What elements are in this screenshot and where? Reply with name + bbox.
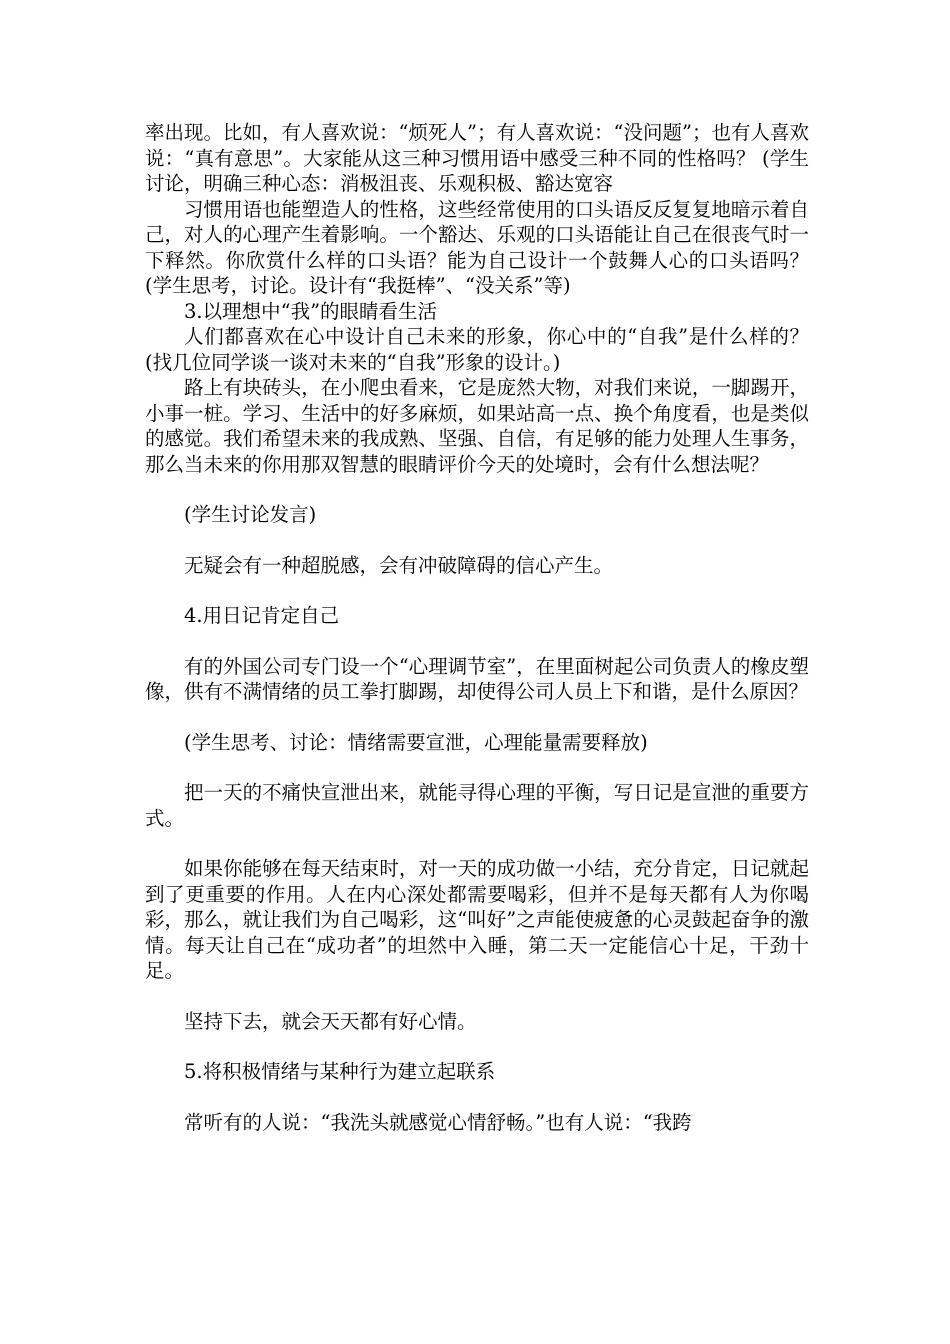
section-heading-4: 4.用日记肯定自己 <box>184 604 340 627</box>
paragraph-15: 常听有的人说：“我洗头就感觉心情舒畅。”也有人说：“我跨 <box>184 1110 692 1134</box>
paragraph-6: (学生讨论发言) <box>184 503 317 526</box>
paragraph-10: (学生思考、讨论：情绪需要宣泄，心理能量需要释放) <box>184 730 648 754</box>
paragraph-9: 有的外国公司专门设一个“心理调节室”，在里面树起公司负责人的橡皮塑像，供有不满情绪的员工拳打脚踢，却使得公司人员上下和谐，是什么原因？ <box>145 654 809 703</box>
paragraph-2: 习惯用语也能塑造人的性格，这些经常使用的口头语反反复复地暗示着自己，对人的心理产生着影响。一个豁达、乐观的口头语能让自己在很丧气时一下释然。你欣赏什么样的口头语？能为自己设计一个鼓舞人心的口头语吗？ (学生思考，讨论。设计有“我挺棒”、“没关系”等) <box>145 197 809 297</box>
paragraph-1: 率出现。比如，有人喜欢说：“烦死人”；有人喜欢说：“没问题”；也有人喜欢说：“真有意思”。大家能从这三种习惯用语中感受三种不同的性格吗？ (学生讨论，明确三种心态：消极沮丧、乐观积极、豁达宽容 <box>145 121 809 195</box>
paragraph-12: 如果你能够在每天结束时，对一天的成功做一小结，充分肯定，日记就起到了更重要的作用。人在内心深处都需要喝彩，但并不是每天都有人为你喝彩，那么，就让我们为自己喝彩，这“叫好”之声能使疲惫的心灵鼓起奋争的激情。每天让自己在“成功者”的坦然中入睡，第二天一定能信心十足，干劲十足。 <box>145 857 809 982</box>
section-heading-3: 3.以理想中“我”的眼睛看生活 <box>184 299 438 323</box>
document-page <box>145 120 809 1135</box>
paragraph-5: 路上有块砖头，在小爬虫看来，它是庞然大物，对我们来说，一脚踢开，小事一桩。学习、生活中的好多麻烦，如果站高一点、换个角度看，也是类似的感觉。我们希望未来的我成熟、坚强、自信，有足够的能力处理人生事务，那么当未来的你用那双智慧的眼睛评价今天的处境时，会有什么想法呢？ <box>145 376 809 476</box>
paragraph-13: 坚持下去，就会天天都有好心情。 <box>184 1009 477 1033</box>
paragraph-4: 人们都喜欢在心中设计自己未来的形象，你心中的“自我”是什么样的？ (找几位同学谈一谈对未来的“自我”形象的设计。) <box>145 325 809 374</box>
section-heading-5: 5.将积极情绪与某种行为建立起联系 <box>184 1060 496 1083</box>
paragraph-7: 无疑会有一种超脱感，会有冲破障碍的信心产生。 <box>184 553 614 577</box>
paragraph-11: 把一天的不痛快宣泄出来，就能寻得心理的平衡，写日记是宣泄的重要方式。 <box>145 781 809 830</box>
